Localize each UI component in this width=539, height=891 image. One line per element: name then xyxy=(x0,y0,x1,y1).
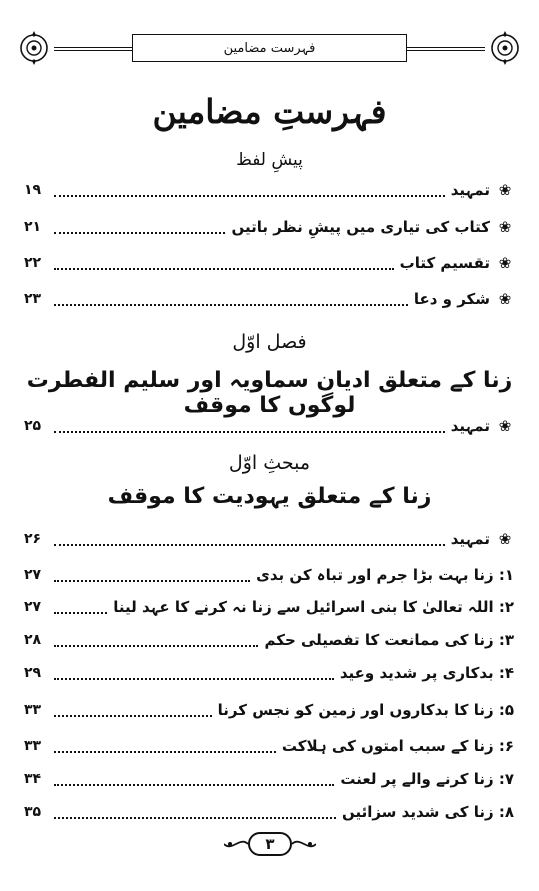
page-title: فہرستِ مضامین xyxy=(152,92,387,131)
dot-leader xyxy=(54,580,250,582)
section-heading-chapter-one: فصل اوّل xyxy=(232,331,307,353)
dot-leader xyxy=(54,817,336,819)
dot-leader xyxy=(54,544,445,546)
dot-leader xyxy=(54,612,107,614)
flourish-right-icon xyxy=(292,836,316,852)
flower-icon: ❀ xyxy=(498,417,512,435)
flower-icon: ❀ xyxy=(498,218,512,236)
ornament-right-icon xyxy=(485,28,525,68)
toc-entry[interactable]: ❀ تقسیم کتاب ۲۲ xyxy=(24,250,514,276)
toc-entry[interactable]: ❀ کتاب کی تیاری میں پیشِ نظر باتیں ۲۱ xyxy=(24,214,514,240)
page-number: ۲۳ xyxy=(24,291,42,307)
toc-entry[interactable]: ۱: زنا بہت بڑا جرم اور تباہ کن بدی ۲۷ xyxy=(24,566,514,584)
page-number: ۳۴ xyxy=(24,771,42,787)
page-number: ۳۳ xyxy=(24,702,42,718)
page-footer xyxy=(224,830,316,858)
toc-entry[interactable]: ۷: زنا کرنے والے پر لعنت ۳۴ xyxy=(24,770,514,788)
dot-leader xyxy=(54,304,408,306)
dot-leader xyxy=(54,751,276,753)
page-number: ۲۶ xyxy=(24,531,42,547)
toc-entry[interactable]: ❀ تمہید ۲۶ xyxy=(24,526,514,552)
dot-leader xyxy=(54,232,225,234)
running-title: فہرست مضامین xyxy=(132,34,407,62)
toc-entry[interactable]: ۵: زنا کا بدکاروں اور زمین کو نجس کرنا ۳۳ xyxy=(24,701,514,719)
dot-leader xyxy=(54,715,212,717)
page-number: ۲۷ xyxy=(24,599,42,615)
dot-leader xyxy=(54,678,334,680)
dot-leader xyxy=(54,784,334,786)
dot-leader xyxy=(54,195,445,197)
toc-entry[interactable]: ۸: زنا کی شدید سزائیں ۳۵ xyxy=(24,803,514,821)
flower-icon: ❀ xyxy=(498,254,512,272)
page-number: ۲۸ xyxy=(24,632,42,648)
section-heading-foreword: پیشِ لفظ xyxy=(236,150,303,170)
flower-icon: ❀ xyxy=(498,530,512,548)
dot-leader xyxy=(54,431,445,433)
dot-leader xyxy=(54,645,258,647)
toc-entry[interactable]: ❀ تمہید ۲۵ xyxy=(24,413,514,439)
page-number: ۳۵ xyxy=(24,804,42,820)
running-header xyxy=(14,28,525,68)
toc-entry[interactable]: ۴: بدکاری پر شدید وعید ۲۹ xyxy=(24,664,514,682)
page-number: ۲۵ xyxy=(24,418,42,434)
flower-icon: ❀ xyxy=(498,181,512,199)
section-heading-discussion-one: مبحثِ اوّل xyxy=(228,452,311,474)
page-number: ۳۳ xyxy=(24,738,42,754)
page-number: ۲۲ xyxy=(24,255,42,271)
page-number: ۲۷ xyxy=(24,567,42,583)
toc-entry[interactable]: ❀ تمہید ۱۹ xyxy=(24,177,514,203)
flower-icon: ❀ xyxy=(498,290,512,308)
page-number: ۱۹ xyxy=(24,182,42,198)
page-number: ۲۱ xyxy=(24,219,42,235)
dot-leader xyxy=(54,268,394,270)
toc-entry[interactable]: ۶: زنا کے سبب امتوں کی ہلاکت ۳۳ xyxy=(24,737,514,755)
chapter-subtitle: زنا کے متعلق ادیان سماویہ اور سلیم الفطرت لوگوں کا موقف xyxy=(26,368,513,418)
toc-entry[interactable]: ❀ شکر و دعا ۲۳ xyxy=(24,286,514,312)
page-number: ۲۹ xyxy=(24,665,42,681)
flourish-left-icon xyxy=(224,836,248,852)
toc-entry[interactable]: ۳: زنا کی ممانعت کا تفصیلی حکم ۲۸ xyxy=(24,631,514,649)
page-number-badge: ۳ xyxy=(248,832,292,856)
toc-entry[interactable]: ۲: اللہ تعالیٰ کا بنی اسرائیل سے زنا نہ کرنے کا عہد لینا ۲۷ xyxy=(24,598,514,616)
discussion-subtitle: زنا کے متعلق یہودیت کا موقف xyxy=(107,484,432,509)
ornament-left-icon xyxy=(14,28,54,68)
